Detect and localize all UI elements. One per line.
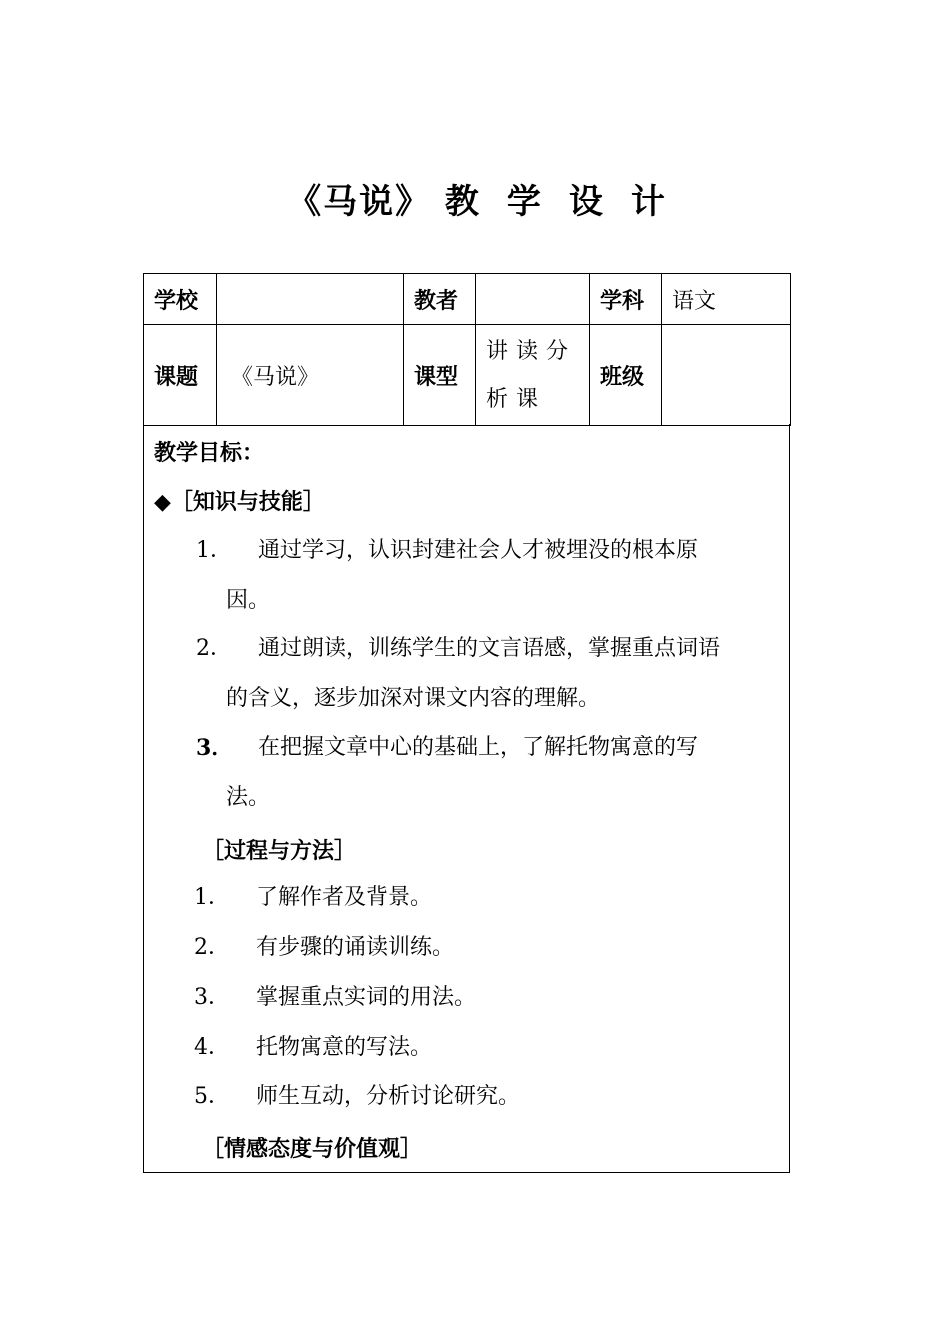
- info-table: [143, 273, 791, 426]
- school-label: 学校: [144, 274, 217, 325]
- document-title: [0, 174, 950, 223]
- teacher-label: 教者: [404, 274, 476, 325]
- type-label: 课型: [404, 325, 476, 426]
- class-label: 班级: [590, 325, 662, 426]
- info-row-2: [144, 325, 791, 426]
- knowledge-item-cont: 法。: [226, 785, 271, 810]
- topic-label: 课题: [144, 325, 217, 426]
- type-value: [476, 325, 590, 426]
- teacher-value: [476, 274, 590, 325]
- topic-value: 《马说》: [217, 325, 404, 426]
- knowledge-item-cont: 的含义，逐步加深对课文内容的理解。: [226, 686, 601, 711]
- goals-heading: 教学目标：: [154, 441, 265, 466]
- type-value-line1: 讲读分: [486, 339, 577, 364]
- school-value: [217, 274, 404, 325]
- subject-value: 语文: [662, 274, 791, 325]
- title-book: 《马说》: [287, 182, 432, 222]
- class-value: [662, 325, 791, 426]
- type-value-line2: 析课: [486, 387, 547, 412]
- info-row-1: [144, 274, 791, 325]
- subject-label: 学科: [590, 274, 662, 325]
- knowledge-title: ◆［知识与技能］: [154, 490, 325, 515]
- knowledge-item-cont: 因。: [226, 588, 271, 613]
- emotion-title: ［情感态度与价值观］: [202, 1137, 423, 1162]
- process-title: ［过程与方法］: [202, 839, 357, 864]
- title-rest: 教学设计: [444, 182, 693, 222]
- goals-section: 教学目标： ◆［知识与技能］ 1． 通过学习，认识封建社会人才被埋没的根本原 因。 2． 通过朗读，训练学生的文言语感，掌握重点词语 的含义，逐步加深对课文内容的理解。 3． 在把握文章中心的基础上，了解托物寓意的写 法。 ［过程与方法］ 1． 了解作者及背景。 2． 有步骤的诵读训练。 3． 掌握重点实词的用法。 4． 托物寓意的写法。 5． 师生互动，分析讨论研究。 ［情感态度与价值观］: [143, 424, 790, 1173]
